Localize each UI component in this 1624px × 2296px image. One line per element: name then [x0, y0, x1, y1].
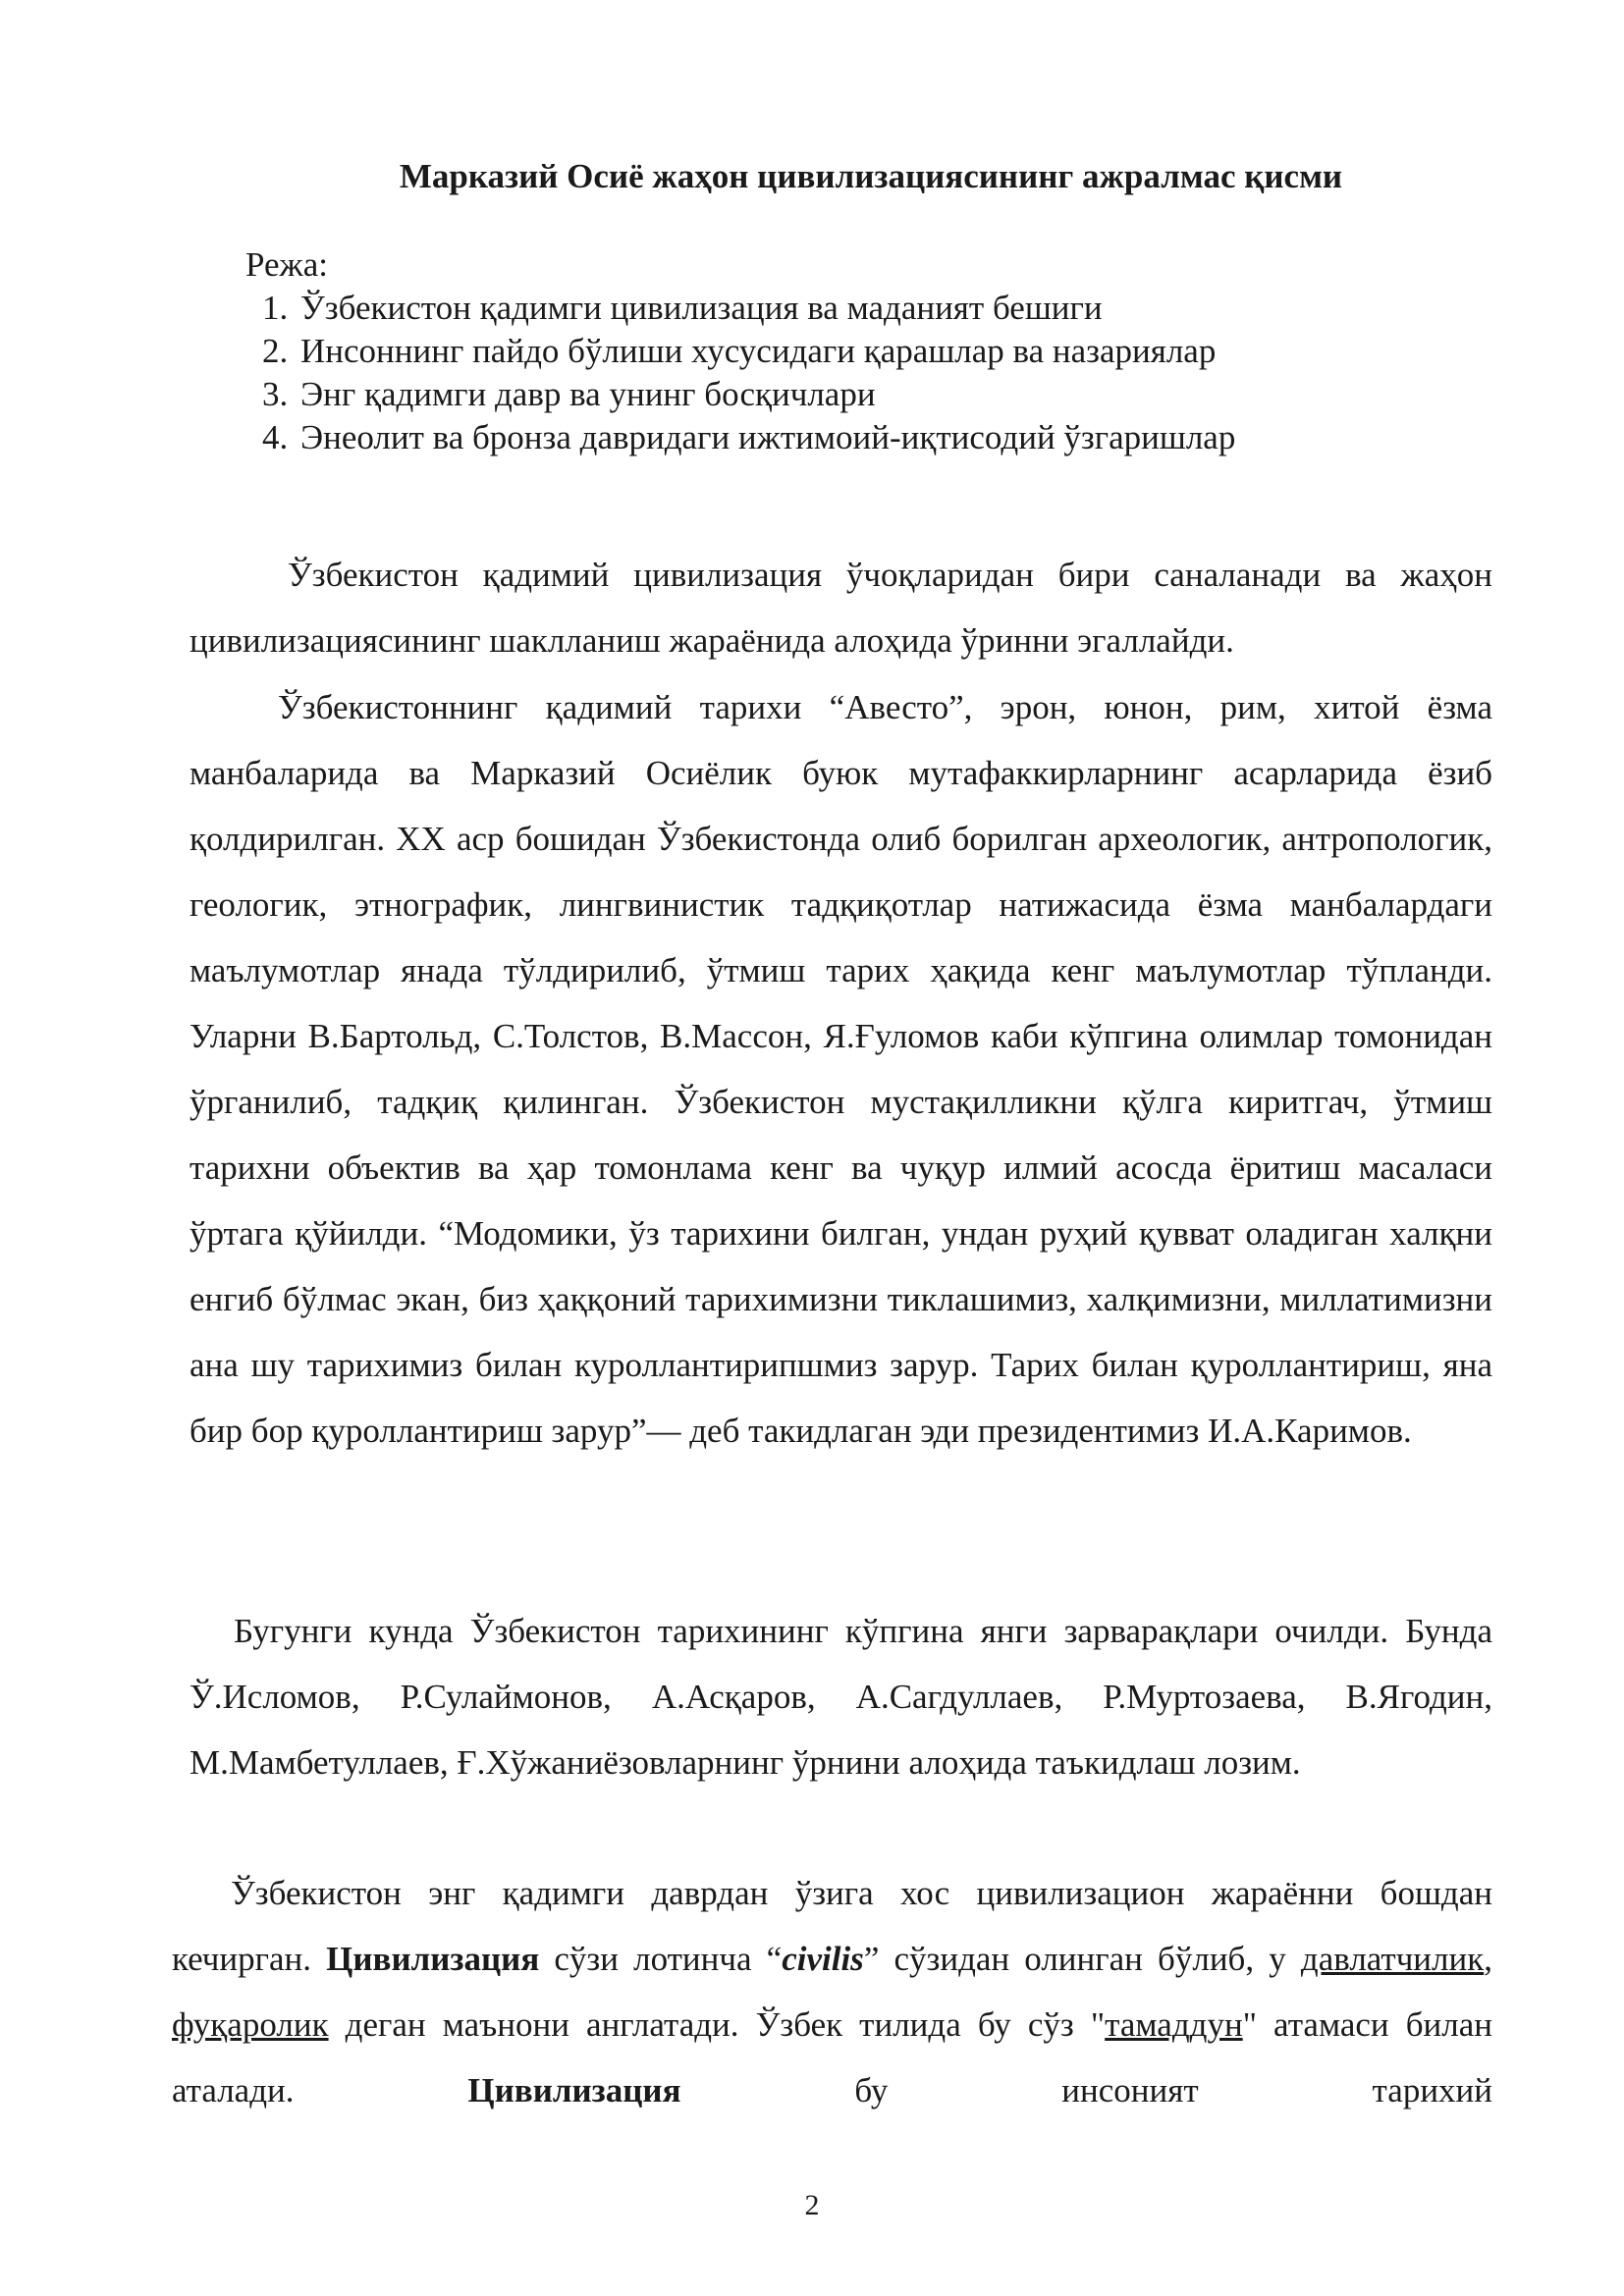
underlined-term: давлатчилик	[1300, 1940, 1485, 1978]
plan-list	[245, 287, 1235, 459]
text-run: бу инсоният тарихий	[680, 2071, 1493, 2109]
underlined-term: фуқаролик	[172, 2005, 329, 2044]
plan-item: 4. Энеолит ва бронза давридаги ижтимоий-иқтисодий ўзгаришлар	[297, 416, 1235, 459]
underlined-term: тамаддун	[1105, 2005, 1243, 2044]
text-run: Ўзбекистон энг қадимги даврдан ўзига хос цивилизацион жараённи бошдан кечирган.	[172, 1874, 1492, 1978]
latin-term: civilis	[782, 1940, 864, 1978]
plan-heading: Режа:	[245, 245, 328, 284]
plan-item: 3. Энг қадимги давр ва унинг босқичлари	[297, 373, 1235, 416]
paragraph-history-sources: Ўзбекистоннинг қадимий тарихи “Авесто”, эрон, юнон, рим, хитой ёзма манбаларида ва Марказий Осиёлик буюк мутафаккирларнинг асарларида ёзиб қолдирилган. XX аср бошидан Ўзбекистонда олиб борилган археологик, антропологик, геологик, этнографик, лингвинистик тадқиқотлар натижасида ёзма манбалардаги маълумотлар янада тўлдирилиб, ўтмиш тарих ҳақида кенг маълумотлар тўпланди. Уларни В.Бартольд, С.Толстов, В.Массон, Я.Ғуломов каби кўпгина олимлар томонидан ўрганилиб, тадқиқ қилинган. Ўзбекистон мустақилликни қўлга киритгач, ўтмиш тарихни объектив ва ҳар томонлама кенг ва чуқур илмий асосда ёритиш масаласи ўртага қўйилди. “Модомики, ўз тарихини билган, ундан руҳий қувват оладиган халқни енгиб бўлмас экан, биз ҳаққоний тарихимизни тиклашимиз, халқимизни, миллатимизни ана шу тарихимиз билан куроллантирипшмиз зарур. Тарих билан қуроллантириш, яна бир бор қуроллантириш зарур”— деб такидлаган эди президентимиз И.А.Каримов.	[189, 688, 1492, 1450]
text-run: " атамаси билан аталади.	[172, 2005, 1493, 2109]
page-number: 2	[804, 2189, 820, 2221]
text-run: ” сўзидан олинган бўлиб, у	[863, 1940, 1301, 1978]
paragraph-civilization-definition	[172, 1860, 1492, 2123]
paragraph-researchers: Бугунги кунда Ўзбекистон тарихининг кўпгина янги зарварақлари очилди. Бунда Ў.Исломов, Р.Сулаймонов, А.Асқаров, А.Сагдуллаев, Р.Муртозаева, В.Ягодин, М.Мамбетуллаев, Ғ.Хўжаниёзовларнинг ўрнини алоҳида таъкидлаш лозим.	[189, 1612, 1492, 1782]
text-run: ,	[1484, 1940, 1492, 1978]
text-run: деган маънони англатади. Ўзбек тилида бу сўз "	[328, 2005, 1106, 2044]
document-title: Марказий Осиё жаҳон цивилизациясининг ажралмас қисми	[399, 157, 1343, 195]
text-run: сўзи лотинча “	[539, 1940, 783, 1978]
plan-item: 2. Инсоннинг пайдо бўлиши хусусидаги қарашлар ва назариялар	[297, 330, 1235, 373]
bold-term: Цивилизация	[467, 2071, 681, 2109]
bold-term: Цивилизация	[326, 1940, 540, 1978]
plan-item: 1. Ўзбекистон қадимги цивилизация ва маданият бешиги	[297, 287, 1235, 330]
paragraph-intro: Ўзбекистон қадимий цивилизация ўчоқларидан бири саналанади ва жаҳон цивилизациясининг шаклланиш жараёнида алоҳида ўринни эгаллайди.	[189, 556, 1492, 660]
plan-section	[245, 243, 1235, 459]
